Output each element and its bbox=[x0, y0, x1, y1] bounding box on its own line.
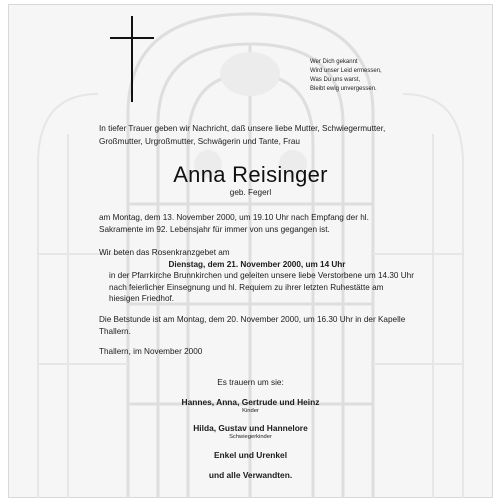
mourner-relation: Kinder bbox=[242, 408, 259, 414]
memorial-poem bbox=[310, 58, 430, 94]
announcement-intro: In tiefer Trauer geben wir Nachricht, daß unsere liebe Mutter, Schwiegermutter, Großmutter, Urgroßmutter, Schwägerin und Tante, Frau bbox=[99, 124, 386, 146]
poem-line: Was Du uns warst, bbox=[310, 77, 361, 83]
mourner-names: Hannes, Anna, Gertrude und Heinz bbox=[181, 397, 320, 407]
mourner-group bbox=[8, 450, 493, 460]
place-date: Thallern, im November 2000 bbox=[99, 347, 203, 356]
mourner-names: Enkel und Urenkel bbox=[213, 450, 288, 460]
obituary-content bbox=[8, 4, 493, 498]
passing-details: am Montag, dem 13. November 2000, um 19.10 Uhr nach Empfang der hl. Sakramente im 92. Lebensjahr für immer von uns gegangen ist. bbox=[99, 213, 369, 234]
poem-line: Wird unser Leid ermessen, bbox=[310, 68, 382, 74]
poem-line: Wer Dich gekannt bbox=[310, 59, 358, 65]
mourner-group bbox=[8, 470, 493, 480]
mourner-names: und alle Verwandten. bbox=[208, 470, 293, 480]
rosary-body: in der Pfarrkirche Brunnkirchen und geleiten unsere liebe Verstorbene um 14.30 Uhr nach feierlicher Einsegnung und hl. Requiem zu ihrer letzten Ruhestätte am hiesigen Friedhof. bbox=[109, 271, 414, 303]
obituary-page bbox=[8, 4, 493, 498]
rosary-date: Dienstag, dem 21. November 2000, um 14 Uhr bbox=[168, 259, 346, 269]
cross-icon bbox=[110, 16, 154, 102]
mourners-heading: Es trauern um sie: bbox=[217, 378, 284, 387]
rosary-section bbox=[99, 247, 415, 305]
mourner-group bbox=[8, 397, 493, 415]
poem-line: Bleibt ewig unvergessen. bbox=[310, 86, 377, 92]
prayer-hour-notice: Die Betstunde ist am Montag, dem 20. November 2000, um 16.30 Uhr in der Kapelle Thallern. bbox=[99, 315, 406, 336]
maiden-name: geb. Fegerl bbox=[229, 188, 272, 197]
mourner-group bbox=[8, 423, 493, 441]
mourner-relation: Schwiegerkinder bbox=[229, 434, 272, 440]
rosary-intro: Wir beten das Rosenkranzgebet am bbox=[99, 248, 230, 257]
deceased-name: Anna Reisinger bbox=[173, 162, 328, 187]
mourner-names: Hilda, Gustav und Hannelore bbox=[193, 423, 308, 433]
